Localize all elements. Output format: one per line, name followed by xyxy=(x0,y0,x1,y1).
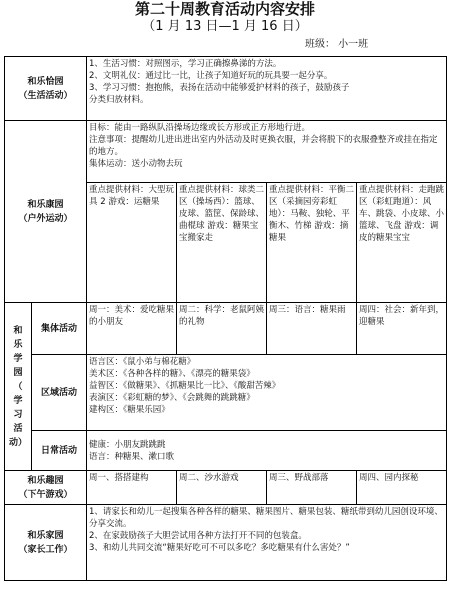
area-label: 区域活动 xyxy=(32,355,87,431)
area-content xyxy=(87,355,447,431)
family-label: 和乐家园 （家长工作） xyxy=(5,505,87,581)
area-line: 表演区：《彩虹糖的梦》、《会跳舞的跳跳糖》 xyxy=(89,393,255,403)
outdoor-notes-row xyxy=(5,121,447,183)
outdoor-zone-3: 重点提供材料：平衡二区（采摘园旁彩虹地）：马鞍、独轮、平衡木、竹梯 游戏：摘糖果 xyxy=(267,183,357,303)
area-line: 建构区：《糖果乐园》 xyxy=(89,405,170,415)
life-row xyxy=(5,57,447,121)
daily-line: 语言：种糖果、漱口歌 xyxy=(89,451,175,462)
play-day-3: 周三、野战部落 xyxy=(267,471,357,505)
play-day-2: 周二、沙水游戏 xyxy=(177,471,267,505)
area-line: 益智区：《做糖果》、《抓糖果比一比》、《酸甜苦辣》 xyxy=(89,381,281,391)
family-line: 2、在家鼓励孩子大胆尝试用各种方法打开不同的包装盒。 xyxy=(89,531,307,541)
outdoor-notes xyxy=(87,121,447,183)
collective-day-4: 周四：社会：新年到，迎糖果 xyxy=(357,303,447,355)
play-label: 和乐趣园 （下午游戏） xyxy=(5,471,87,505)
play-day-4: 周四、园内探秘 xyxy=(357,471,447,505)
collective-day-2: 周二：科学：老鼠阿姨的礼物 xyxy=(177,303,267,355)
schedule-table xyxy=(4,56,447,581)
family-content xyxy=(87,505,447,581)
collective-row xyxy=(5,303,447,355)
area-line: 美术区：《各种各样的糖》、《漂亮的糖果袋》 xyxy=(89,369,255,379)
area-row xyxy=(5,355,447,431)
outdoor-goal: 目标：能由一路纵队沿操场边缘或长方形或正方形地行进。 xyxy=(89,123,311,133)
outdoor-zone-1: 重点提供材料：大型玩具 2 游戏：运糖果 xyxy=(87,183,177,303)
outdoor-group-game: 集体运动：送小动物去玩 xyxy=(89,159,183,169)
date-range: （1 月 13 日—1 月 16 日） xyxy=(142,19,308,34)
outdoor-label: 和乐康园 （户外运动） xyxy=(5,121,87,303)
daily-line: 健康：小朋友跳跳跳 xyxy=(89,439,166,450)
daily-row xyxy=(5,431,447,471)
area-line: 语言区：《鼠小弟与棉花糖》 xyxy=(89,357,196,367)
play-row xyxy=(5,471,447,505)
family-line: 1、请家长和幼儿一起搜集各种各样的糖果、糖果图片、糖果包装、糖纸带到幼儿园创设环境、分享交流。 xyxy=(89,507,443,529)
life-line: 3、学习习惯：抱抱熊，表扬在活动中能够爱护材料的孩子，鼓励孩子 xyxy=(89,83,350,93)
life-content xyxy=(87,57,447,121)
outdoor-caution: 注意事项：提醒幼儿进出进出室内外活动及时更换衣服，并会将脱下的衣服叠整齐或挂在指定的地方。 xyxy=(89,135,438,157)
play-day-1: 周一、搭搭建构 xyxy=(87,471,177,505)
collective-day-3: 周三：语言：糖果雨 xyxy=(267,303,357,355)
collective-day-1: 周一：美术：爱吃糖果的小朋友 xyxy=(87,303,177,355)
family-line: 3、和幼儿共同交流“糖果好吃可不可以多吃？多吃糖果有什么害处？” xyxy=(89,543,350,553)
collective-label: 集体活动 xyxy=(32,303,87,355)
daily-content xyxy=(87,431,447,471)
life-line: 分类归放材料。 xyxy=(89,95,149,105)
life-label: 和乐恰园 （生活活动） xyxy=(5,57,87,121)
page-title: 第二十周教育活动内容安排 xyxy=(134,0,315,18)
study-label: 和 乐 学 园 （ 学 习 活 动） xyxy=(5,303,32,471)
life-line: 2、文明礼仪：通过比一比，让孩子知道好玩的玩具要一起分享。 xyxy=(89,71,333,81)
outdoor-zone-4: 重点提供材料：走跑跳区（彩虹跑道）：风车、跳袋、小皮球、小篮球、飞盘 游戏：调皮的糖果宝宝 xyxy=(357,183,447,303)
class-label: 班级： 小一班 xyxy=(305,39,369,50)
life-line: 1、生活习惯：对照图示，学习正确擦鼻涕的方法。 xyxy=(89,59,282,69)
outdoor-zone-2: 重点提供材料：球类二区（操场西）：篮球、皮球、篮筐、保龄球、曲棍球 游戏：糖果宝宝搬家走 xyxy=(177,183,267,303)
family-row xyxy=(5,505,447,581)
daily-label: 日常活动 xyxy=(32,431,87,471)
